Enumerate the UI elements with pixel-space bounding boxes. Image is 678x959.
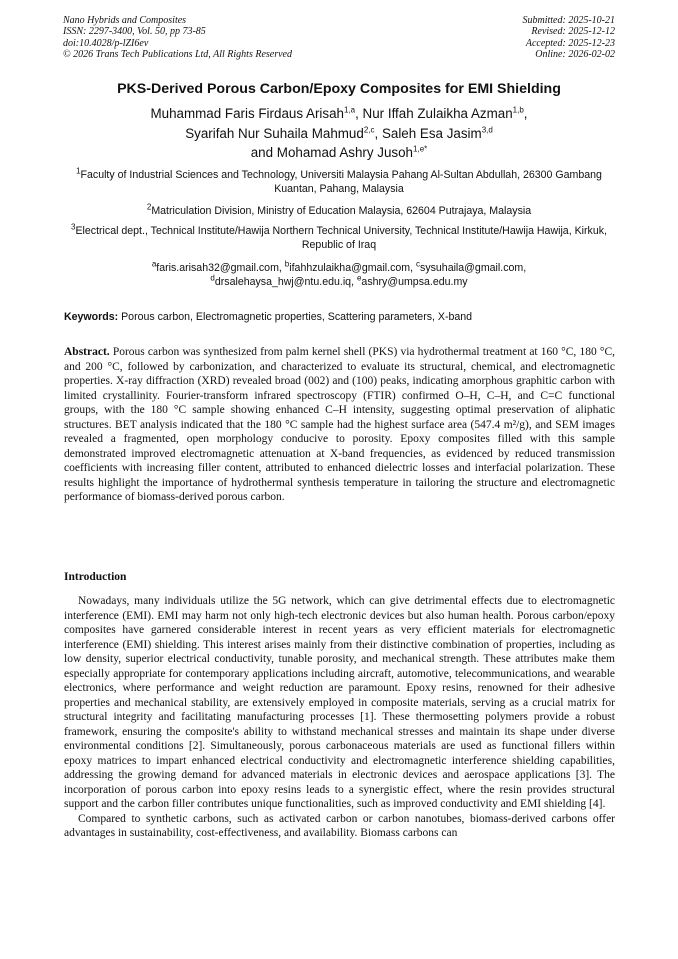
affiliation-mark: 3 (71, 222, 76, 232)
author-affiliation-mark: 2,c (363, 125, 375, 135)
affiliation-text: Faculty of Industrial Sciences and Technology, Universiti Malaysia Pahang Al-Sultan Abdullah, 26300 Gambang Kuantan, Pahang, Malaysia (80, 169, 602, 195)
article-dates (523, 15, 616, 60)
abstract (64, 345, 615, 505)
email-address[interactable]: ifahhzulaikha@gmail.com, (289, 262, 417, 274)
keywords-label: Keywords: (64, 311, 119, 323)
email-mark: b (284, 259, 290, 269)
author-affiliation-mark: 1,b (512, 105, 524, 115)
author-separator: , (523, 106, 528, 121)
email-mark: e (356, 273, 362, 283)
author-affiliation-mark: 3,d (481, 125, 493, 135)
date-submitted: Submitted: 2025-10-21 (522, 15, 615, 26)
author-name: and Mohamad Ashry Jusoh (250, 145, 414, 160)
email-mark: d (210, 273, 215, 283)
author-separator: , (355, 106, 363, 121)
email-mark: c (416, 259, 421, 269)
journal-name: Nano Hybrids and Composites (63, 15, 187, 26)
author-name: Muhammad Faris Firdaus Arisah (150, 106, 344, 121)
date-accepted: Accepted: 2025-12-23 (525, 37, 615, 49)
journal-info (63, 15, 292, 60)
email-address[interactable]: faris.arisah32@gmail.com, (156, 262, 285, 274)
copyright-notice: © 2026 Trans Tech Publications Ltd, All Rights Reserved (63, 48, 292, 60)
paragraph: Nowadays, many individuals utilize the 5G network, which can give detrimental effects due to electromagnetic interference (EMI). EMI may harm not only high-tech electronic devices but also human health. Porous carbon/epoxy composites have garnered considerable interest in recent years as very efficient materials for electromagnetic interference (EMI) shielding. This interest arises mainly from their distinctive combination of properties, including as low density, superior electrical conductivity, tunable porosity, and mechanical strength. These attributes make them especially appropriate for contemporary applications including aircraft, automotive, telecommunications, and wearable electronics, where performance and weight reduction are paramount. Epoxy resins, renowned for their adhesive properties and mechanical stability, are extensively employed in composite materials, serving as a crucial matrix for structural integrity and facilitating manufacturing processes [1]. These thermosetting polymers provide a robust framework, ensuring the composite's ability to withstand mechanical stresses and maintain its shape under diverse environmental conditions [2]. Simultaneously, porous carbonaceous materials are used as functional fillers within epoxy matrices to impart enhanced electrical conductivity and electromagnetic interference shielding capabilities, addressing the growing demand for advanced materials in electronic devices and aerospace applications [3]. The incorporation of porous carbon into epoxy resins leads to a synergistic effect, where the resin provides structural support and the carbon filler contributes unique functionalities, such as improved conductivity and EMI shielding [4]. (64, 595, 615, 810)
author-affiliation-mark: 1,a (343, 105, 356, 115)
section-heading-introduction: Introduction (64, 571, 127, 583)
paper-title: PKS-Derived Porous Carbon/Epoxy Composites for EMI Shielding (117, 81, 561, 97)
affiliation-text: Matriculation Division, Ministry of Education Malaysia, 62604 Putrajaya, Malaysia (151, 205, 532, 217)
author-emails (60, 261, 618, 289)
affiliation-text: Electrical dept., Technical Institute/Hawija Northern Technical University, Technical Institute/Hawija Hawija, Kirkuk, Republic of Iraq (75, 225, 607, 251)
paragraph: Compared to synthetic carbons, such as activated carbon or carbon nanotubes, biomass-derived carbons offer advantages in sustainability, cost-effectiveness, and availability. Biomass carbons can (64, 812, 615, 839)
email-address[interactable]: drsalehaysa_hwj@ntu.edu.iq, (214, 276, 357, 288)
keywords-text: Porous carbon, Electromagnetic properties, Scattering parameters, X-band (118, 311, 473, 323)
author-list (40, 104, 638, 163)
abstract-text: Porous carbon was synthesized from palm kernel shell (PKS) via hydrothermal treatment at 160 °C, 180 °C, and 200 °C, followed by carbonization, and characterized to evaluate its structural, chemical, and electromagnetic properties. X-ray diffraction (XRD) revealed broad (002) and (100) peaks, indicating amorphous graphitic carbon with limited crystallinity. Fourier-transform infrared spectroscopy (FTIR) confirmed O–H, C–H, and C=C functional groups, with the 180 °C sample showing enhanced C–H intensity, suggesting optimal preservation of aliphatic structures. BET analysis indicated that the 180 °C sample had the highest surface area (547.4 m²/g), and SEM images revealed a fragmented, open morphology conducive to porosity. Epoxy composites filled with this sample demonstrated improved electromagnetic attenuation at X-band frequencies, as evidenced by reduced transmission coefficients with increasing filler content, attributed to enhanced dielectric losses and interfacial polarization. These results highlight the importance of hydrothermal synthesis temperature in tailoring the structure and electromagnetic performance of biomass-derived porous carbon. (64, 346, 615, 503)
email-address[interactable]: sysuhaila@gmail.com, (420, 262, 527, 274)
keywords (64, 310, 616, 324)
author-name: Saleh Esa Jasim (381, 125, 482, 141)
author-name: Nur Iffah Zulaikha Azman (362, 106, 513, 121)
author-separator: , (374, 125, 382, 141)
date-online: Online: 2026-02-02 (535, 48, 615, 60)
date-revised: Revised: 2025-12-12 (531, 26, 615, 38)
email-address[interactable]: ashry@umpsa.edu.my (361, 276, 468, 288)
affiliation-mark: 1 (76, 166, 81, 176)
affiliation-1 (60, 168, 618, 196)
email-mark: a (151, 259, 157, 269)
journal-issn: ISSN: 2297-3400, Vol. 50, pp 73-85 (63, 26, 206, 38)
affiliation-3 (60, 224, 618, 252)
affiliation-2 (60, 204, 618, 218)
author-name: Syarifah Nur Suhaila Mahmud (185, 125, 364, 141)
article-doi[interactable]: doi:10.4028/p-lZI6ev (63, 37, 149, 49)
introduction-body (64, 594, 615, 841)
author-affiliation-mark: 1,e* (413, 144, 428, 154)
affiliation-mark: 2 (146, 202, 152, 212)
abstract-label: Abstract. (64, 346, 110, 358)
